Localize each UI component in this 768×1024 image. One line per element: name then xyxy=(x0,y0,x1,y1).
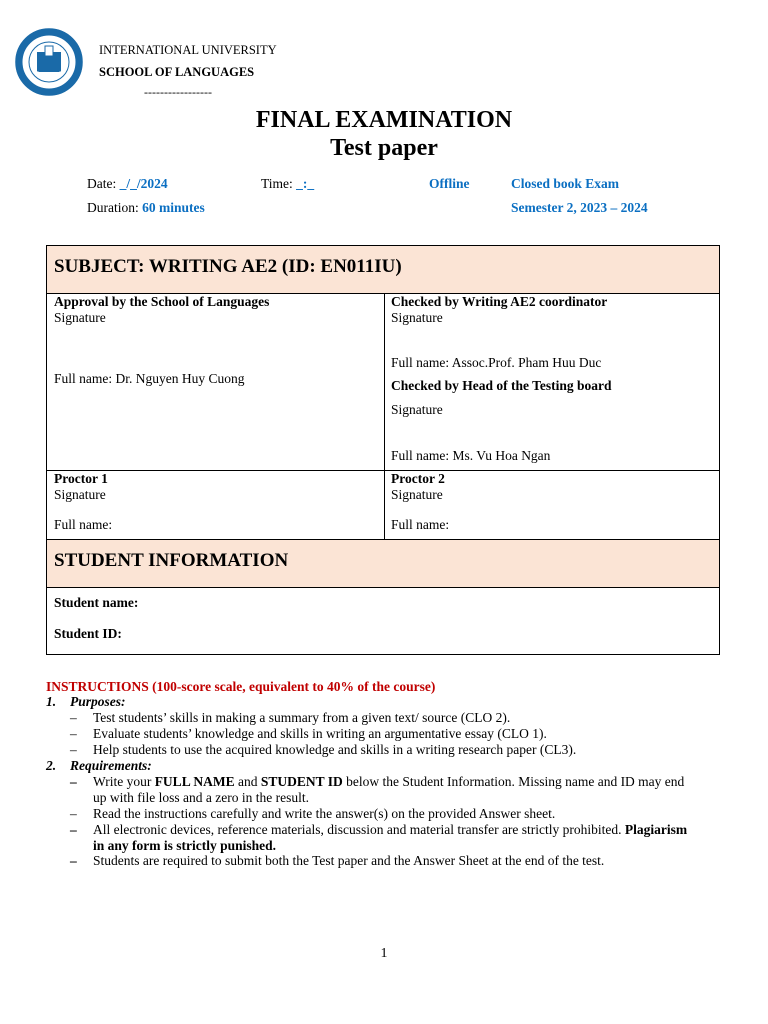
requirement-item xyxy=(93,822,687,838)
requirement-emphasis: FULL NAME xyxy=(154,774,235,789)
purpose-item: Help students to use the acquired knowledge and skills in a writing research paper (CL3). xyxy=(93,742,577,757)
page-title: FINAL EXAMINATION xyxy=(255,107,513,133)
requirements-number: 2. xyxy=(46,758,57,773)
requirement-text: below the Student Information. Missing name and ID may end xyxy=(342,774,685,789)
proctor1-signature: Signature xyxy=(54,487,106,502)
header-separator: ----------------- xyxy=(144,85,212,99)
purposes-number: 1. xyxy=(46,694,57,709)
school-name: SCHOOL OF LANGUAGES xyxy=(99,65,255,79)
instructions-heading: INSTRUCTIONS (100-score scale, equivalent to 40% of the course) xyxy=(46,679,436,694)
proctor2-signature: Signature xyxy=(391,487,443,502)
requirement-text: and xyxy=(234,774,261,789)
page-number: 1 xyxy=(380,946,388,961)
requirements-label: Requirements: xyxy=(70,758,152,773)
bullet-dash: – xyxy=(70,853,77,868)
bullet-dash: – xyxy=(70,742,77,757)
time-value: _:_ xyxy=(296,176,315,191)
requirement-item: Read the instructions carefully and write the answer(s) on the provided Answer sheet. xyxy=(93,806,556,821)
coordinator-fullname: Full name: Assoc.Prof. Pham Huu Duc xyxy=(391,355,602,370)
proctor2-heading: Proctor 2 xyxy=(391,471,445,486)
coordinator-heading: Checked by Writing AE2 coordinator xyxy=(391,294,608,309)
date-label: Date: xyxy=(87,176,120,191)
semester: Semester 2, 2023 – 2024 xyxy=(511,200,648,215)
column-divider xyxy=(384,293,385,539)
requirement-emphasis: STUDENT ID xyxy=(260,774,343,789)
requirement-item xyxy=(93,774,684,790)
testing-board-heading: Checked by Head of the Testing board xyxy=(391,378,612,393)
divider xyxy=(47,587,719,588)
date-line xyxy=(87,176,168,192)
bullet-dash: – xyxy=(70,726,77,741)
proctor2-fullname: Full name: xyxy=(391,517,450,532)
book-type: Closed book Exam xyxy=(511,176,620,191)
divider xyxy=(47,470,719,471)
requirement-emphasis: Plagiarism xyxy=(624,822,688,837)
requirement-text: All electronic devices, reference materials, discussion and material transfer are strictly prohibited. xyxy=(93,822,625,837)
duration-label: Duration: xyxy=(87,200,143,215)
testing-board-fullname: Full name: Ms. Vu Hoa Ngan xyxy=(391,448,551,463)
subject-title: SUBJECT: WRITING AE2 (ID: EN011IU) xyxy=(54,256,402,277)
approval-signature: Signature xyxy=(54,310,106,325)
proctor1-heading: Proctor 1 xyxy=(54,471,108,486)
bullet-dash: – xyxy=(70,774,77,789)
testing-board-signature: Signature xyxy=(391,402,443,417)
bullet-dash: – xyxy=(70,822,77,837)
student-info-title: STUDENT INFORMATION xyxy=(54,550,289,571)
exam-info-table xyxy=(46,245,720,655)
approval-heading: Approval by the School of Languages xyxy=(54,294,270,309)
approval-fullname: Full name: Dr. Nguyen Huy Cuong xyxy=(54,371,245,386)
time-line xyxy=(261,176,314,192)
time-label: Time: xyxy=(261,176,297,191)
university-logo xyxy=(15,28,83,96)
duration-line xyxy=(87,200,205,216)
exam-mode: Offline xyxy=(429,176,470,191)
student-name-label: Student name: xyxy=(54,595,139,610)
proctor1-fullname: Full name: xyxy=(54,517,113,532)
requirement-continuation: up with file loss and a zero in the result. xyxy=(93,790,309,805)
duration-value: 60 minutes xyxy=(142,200,205,215)
requirement-item: Students are required to submit both the Test paper and the Answer Sheet at the end of the test. xyxy=(93,853,605,868)
purpose-item: Test students’ skills in making a summary from a given text/ source (CLO 2). xyxy=(93,710,511,725)
purposes-label: Purposes: xyxy=(70,694,126,709)
bullet-dash: – xyxy=(70,806,77,821)
university-name: INTERNATIONAL UNIVERSITY xyxy=(99,43,277,57)
requirement-text: Write your xyxy=(93,774,155,789)
bullet-dash: – xyxy=(70,710,77,725)
page-subtitle: Test paper xyxy=(330,135,438,161)
coordinator-signature: Signature xyxy=(391,310,443,325)
student-id-label: Student ID: xyxy=(54,626,122,641)
purpose-item: Evaluate students’ knowledge and skills in writing an argumentative essay (CLO 1). xyxy=(93,726,547,741)
date-value: _/_/2024 xyxy=(119,176,168,191)
requirement-continuation: in any form is strictly punished. xyxy=(93,838,277,853)
